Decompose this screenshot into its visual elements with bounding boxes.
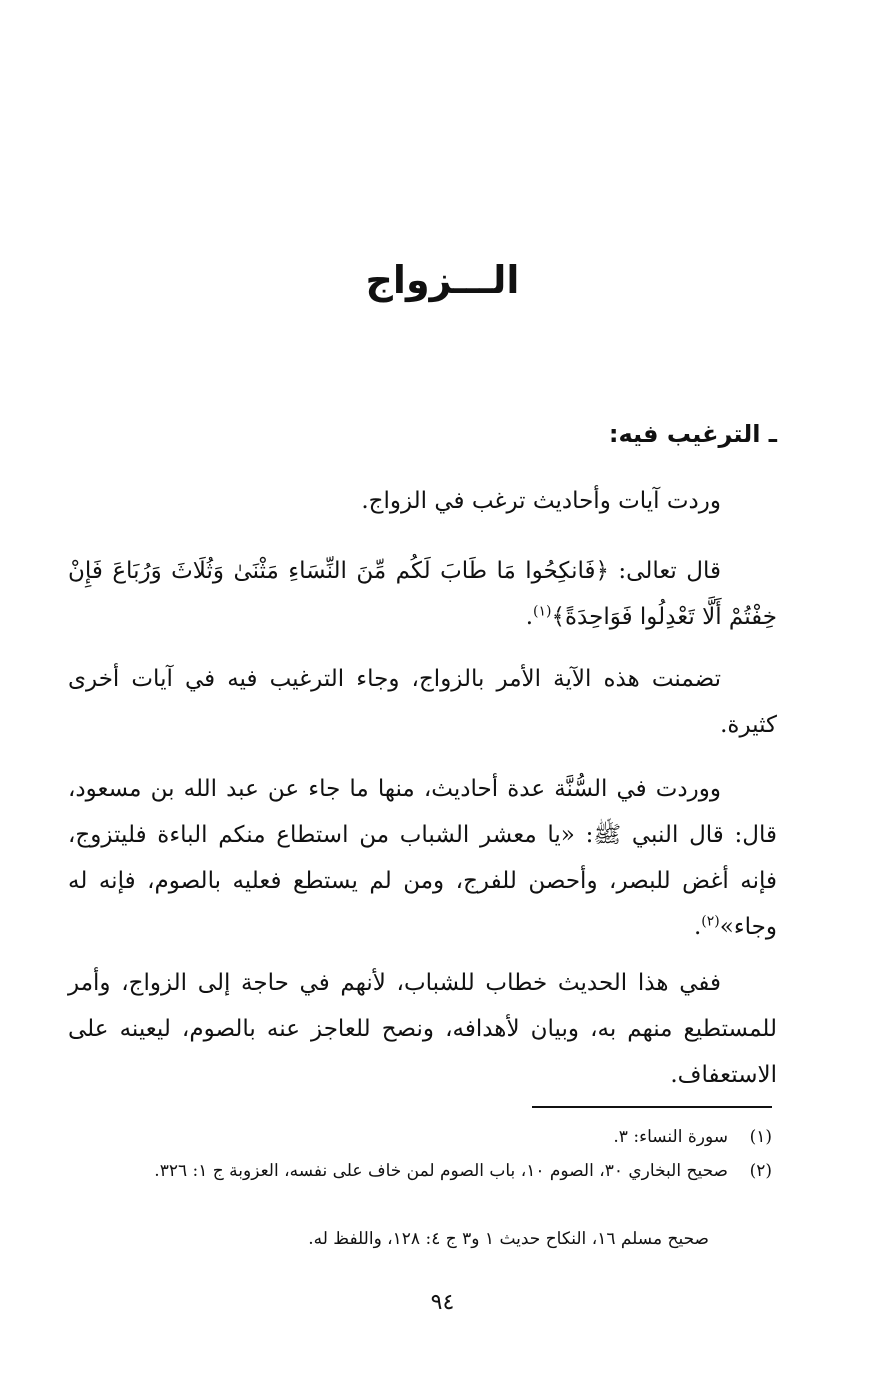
footnote-text: صحيح البخاري ٣٠، الصوم ١٠، باب الصوم لمن خاف على نفسه، العزوبة ج ١: ٣٢٦. [154, 1161, 728, 1181]
chapter-title: الـــزواج [365, 258, 520, 302]
footnote-1 [68, 1120, 772, 1154]
footnote-ref-1: (١) [533, 603, 552, 620]
footnote-divider [532, 1106, 772, 1108]
paragraph-verse-commentary: تضمنت هذه الآية الأمر بالزواج، وجاء الترغيب فيه في آيات أخرى كثيرة. [68, 666, 777, 738]
footnote-number: (١) [749, 1127, 772, 1147]
hadith-end: . [693, 914, 702, 940]
footnote-2-continuation: صحيح مسلم ١٦، النكاح حديث ١ و٣ ج ٤: ١٢٨، واللفظ له. [308, 1229, 709, 1249]
hadith-text: ووردت في السُّنَّة عدة أحاديث، منها ما جاء عن عبد الله بن مسعود، قال: قال النبي ﷺ: «يا معشر الشباب من استطاع منكم الباءة فليتزوج، فإنه أغض للبصر، وأحصن للفرج، ومن لم يستطع فعليه بالصوم، فإنه له وجاء» [68, 776, 777, 940]
footnote-2 [68, 1154, 772, 1188]
paragraph-intro: وردت آيات وأحاديث ترغب في الزواج. [361, 488, 721, 514]
paragraph-hadith-commentary: ففي هذا الحديث خطاب للشباب، لأنهم في حاجة إلى الزواج، وأمر للمستطيع منهم به، وبيان لأهدافه، ونصح للعاجز عنه بالصوم، ليعينه على الاستعفاف. [68, 970, 777, 1088]
verse-text: قال تعالى: ﴿فَانكِحُوا مَا طَابَ لَكُم مِّنَ النِّسَاءِ مَثْنَىٰ وَثُلَاثَ وَرُبَاعَ فَإِنْ خِفْتُمْ أَلَّا تَعْدِلُوا فَوَاحِدَةً﴾ [68, 558, 777, 630]
footnote-number: (٢) [749, 1161, 772, 1181]
section-heading: ـ الترغيب فيه: [608, 420, 777, 448]
page-number: ٩٤ [430, 1290, 455, 1315]
footnote-ref-2: (٢) [701, 913, 720, 930]
paragraph-hadith [68, 766, 777, 950]
footnote-text: سورة النساء: ٣. [613, 1127, 728, 1147]
paragraph-quran-verse [68, 548, 777, 640]
verse-end: . [525, 604, 534, 630]
